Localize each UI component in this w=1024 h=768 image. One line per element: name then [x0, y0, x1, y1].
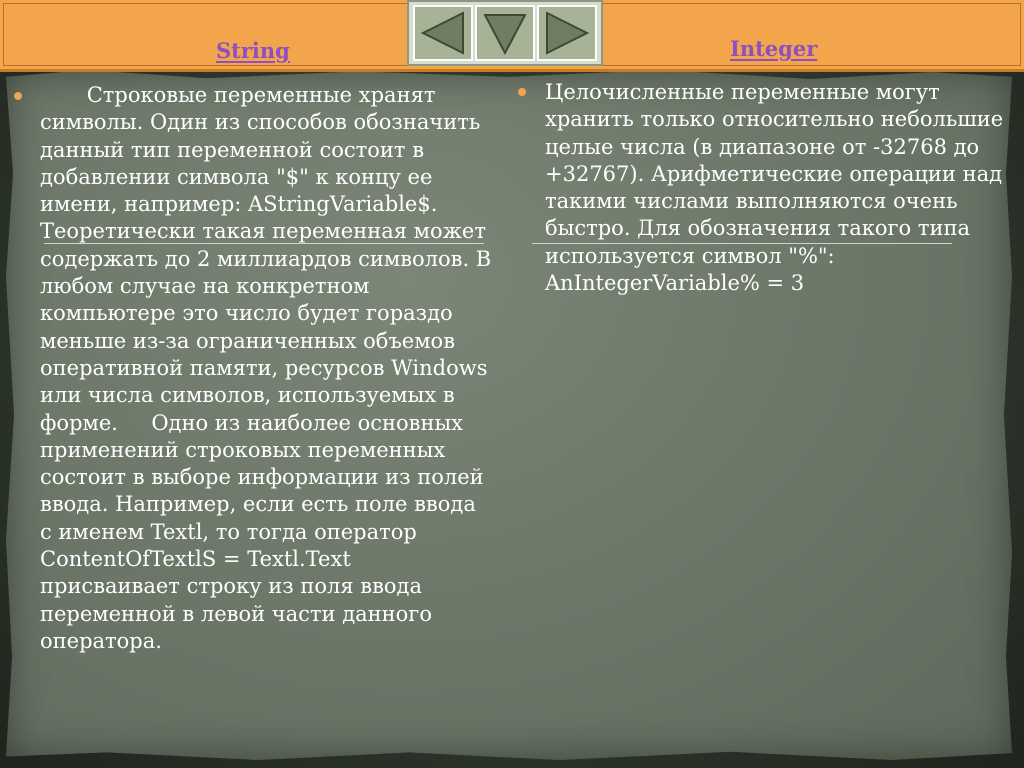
triangle-right-icon [539, 7, 595, 59]
column-title-integer: Integer [730, 36, 818, 61]
previous-slide-button[interactable] [413, 5, 473, 61]
bullet-left [14, 92, 22, 100]
string-description: Строковые переменные хранят символы. Один из способов обозначить данный тип переменной состоит в добавлении символа "$" к концу ее имени, например: AStringVariable$. Теоретически такая переменная может содержать до 2 миллиардов символов. В любом случае на конкретном компьютере это число будет гораздо меньше из-за ограниченных объемов оперативной памяти, ресурсов Windows или числа символов, используемых в форме. Одно из наиболее основных применений строковых переменных состоит в выборе информации из полей ввода. Например, если есть поле ввода с именем Textl, то тогда оператор ContentOfTextlS = Textl.Text присваивает строку из поля ввода переменной в левой части данного оператора. [40, 83, 492, 653]
triangle-down-icon [477, 7, 533, 59]
integer-description: Целочисленные переменные могут хранить только относительно небольшие целые числа (в диапазоне от -32768 до +32767). Арифметические операции над такими числами выполняются очень быстро. Для обозначения такого типа используется символ "%": AnIntegerVariable% = 3 [545, 80, 1004, 296]
column-title-string: String [216, 38, 290, 63]
bullet-right [518, 88, 526, 96]
slide-navigation [407, 0, 603, 66]
triangle-left-icon [415, 7, 471, 59]
down-slide-button[interactable] [475, 5, 535, 61]
divider-left [44, 243, 484, 244]
next-slide-button[interactable] [537, 5, 597, 61]
divider-right [532, 243, 952, 244]
